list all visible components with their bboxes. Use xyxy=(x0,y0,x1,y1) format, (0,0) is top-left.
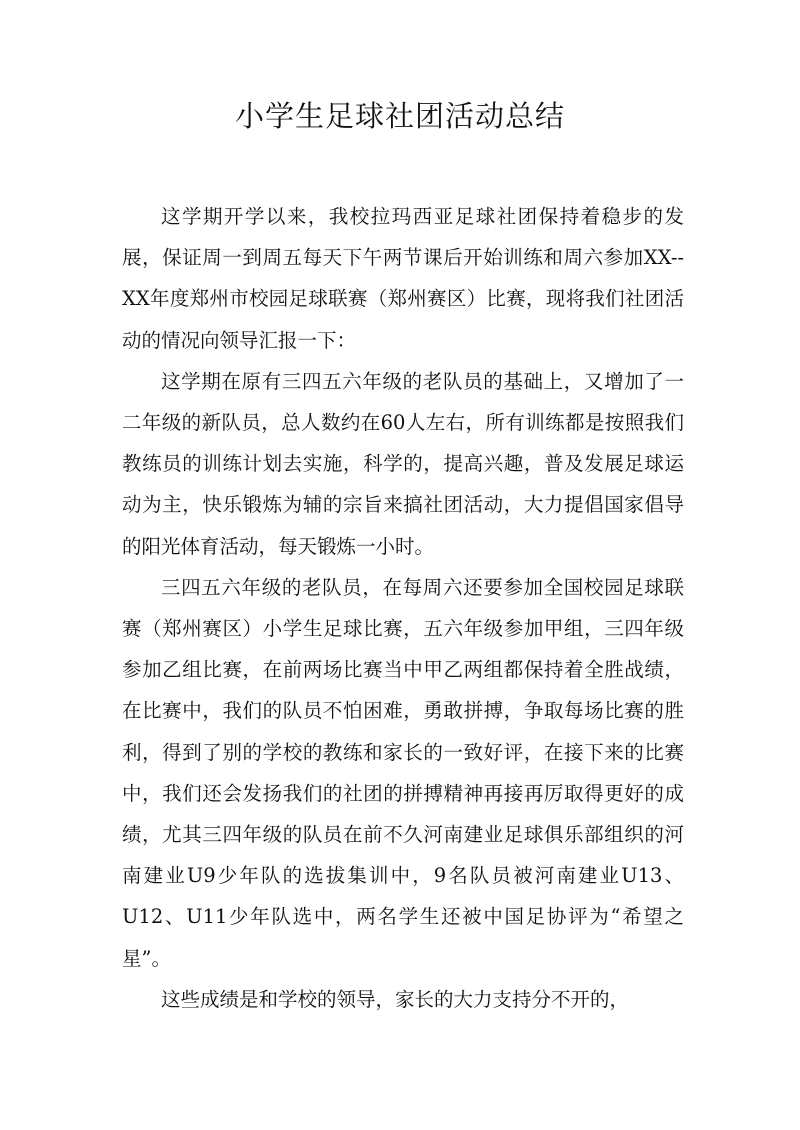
paragraph-2: 这学期在原有三四五六年级的老队员的基础上，又增加了一二年级的新队员，总人数约在60人左右，所有训练都是按照我们教练员的训练计划去实施，科学的，提高兴趣，普及发展足球运动为主，快乐锻炼为辅的宗旨来搞社团活动，大力提倡国家倡导的阳光体育活动，每天锻炼一小时。 xyxy=(122,369,684,558)
document-title: 小学生足球社团活动总结 xyxy=(234,99,565,133)
document-body xyxy=(122,196,684,1020)
paragraph-4: 这些成绩是和学校的领导，家长的大力支持分不开的， xyxy=(161,987,630,1011)
paragraph-1: 这学期开学以来，我校拉玛西亚足球社团保持着稳步的发展，保证周一到周五每天下午两节课后开始训练和周六参加XX--XX年度郑州市校园足球联赛（郑州赛区）比赛，现将我们社团活动的情况向领导汇报一下： xyxy=(122,205,684,352)
paragraph-3: 三四五六年级的老队员，在每周六还要参加全国校园足球联赛（郑州赛区）小学生足球比赛，五六年级参加甲组，三四年级参加乙组比赛，在前两场比赛当中甲乙两组都保持着全胜战绩，在比赛中，我们的队员不怕困难，勇敢拼搏，争取每场比赛的胜利，得到了别的学校的教练和家长的一致好评，在接下来的比赛中，我们还会发扬我们的社团的拼搏精神再接再厉取得更好的成绩，尤其三四年级的队员在前不久河南建业足球俱乐部组织的河南建业U9少年队的选拔集训中，9名队员被河南建业U13、U12、U11少年队选中，两名学生还被中国足协评为“希望之星”。 xyxy=(122,575,684,970)
